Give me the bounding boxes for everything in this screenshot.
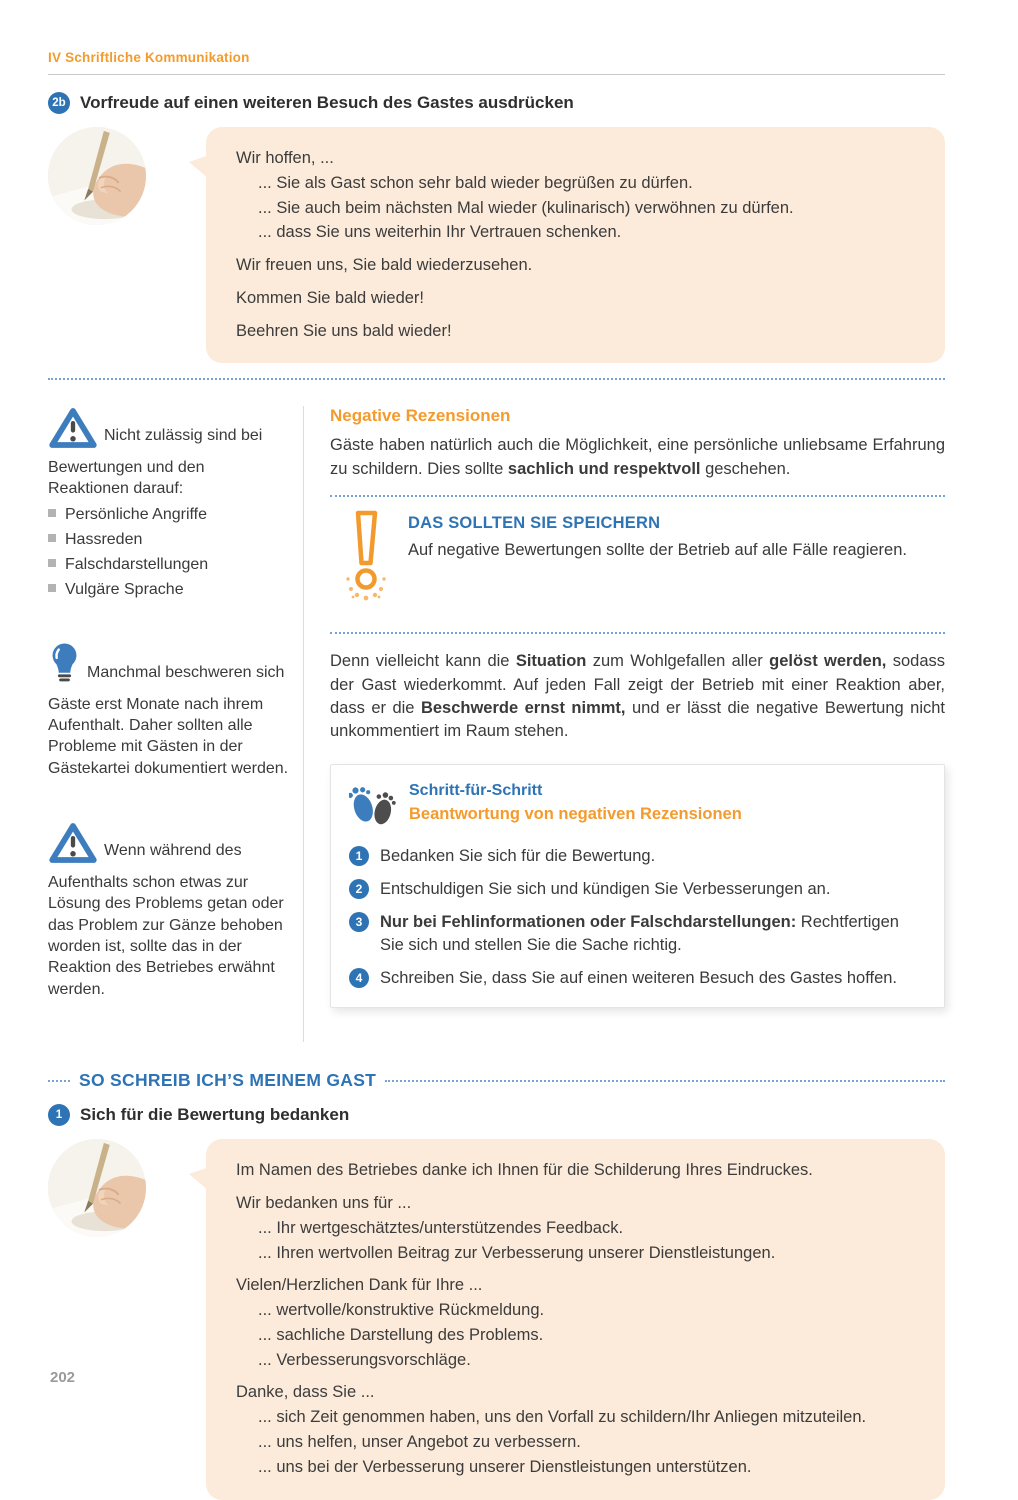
reaction-paragraph: Denn vielleicht kann die Situation zum Wohlgefallen aller gelöst werden, sodass der Gast wiederkommt. Auf jeden Fall zeigt der Betrieb mit einer Reaktion aber, dass er die Beschwerde ernst nimmt, und er lässt die negative Bewertung nicht unkommentiert im Raum stehen. <box>330 652 946 741</box>
section-title: Vorfreude auf einen weiteren Besuch des Gastes ausdrücken <box>80 93 574 112</box>
tip-text: Manchmal beschweren sich Gäste erst Monate nach ihrem Aufenthalt. Daher sollten alle Probleme mit Gästen in der Gästekartei dokumentiert werden. <box>48 664 289 777</box>
square-bullet-icon <box>48 534 56 542</box>
step-number-badge: 4 <box>349 968 369 988</box>
warning-text: Nicht zulässig sind bei Bewertungen und den Reaktionen darauf: <box>48 427 263 498</box>
warning-triangle-icon <box>48 821 98 871</box>
square-bullet-icon <box>48 584 56 592</box>
main-column <box>304 406 945 1042</box>
bubble-line: ... Verbesserungsvorschläge. <box>258 1350 471 1369</box>
step-item: 3 Nur bei Fehlinformationen oder Falschdarstellungen: Rechtfertigen Sie sich und stellen Sie die Sache richtig. <box>349 911 922 956</box>
bubble-line: Vielen/Herzlichen Dank für Ihre ... <box>236 1276 483 1295</box>
bubble-line: ... sachliche Darstellung des Problems. <box>258 1325 544 1344</box>
example-block-2b <box>48 127 945 363</box>
intro-paragraph: Gäste haben natürlich auch die Möglichkeit, eine persönliche unliebsame Erfahrung zu schildern. Dies sollte sachlich und respektvoll geschehen. <box>330 436 945 478</box>
step-by-step-box <box>330 764 945 1008</box>
header-rule <box>48 74 945 75</box>
bubble-line: ... wertvolle/konstruktive Rückmeldung. <box>258 1301 545 1320</box>
section-title: Sich für die Bewertung bedanken <box>80 1105 350 1125</box>
step-item: 2 Entschuldigen Sie sich und kündigen Sie Verbesserungen an. <box>349 878 922 900</box>
list-item: Hassreden <box>48 529 289 550</box>
bubble-line: Wir freuen uns, Sie bald wiederzusehen. <box>236 256 533 275</box>
hand-writing-photo <box>48 127 146 225</box>
exclamation-icon <box>344 509 388 608</box>
bubble-line: ... uns helfen, unser Angebot zu verbessern. <box>258 1433 581 1452</box>
list-item: Vulgäre Sprache <box>48 579 289 600</box>
bubble-line: ... Sie auch beim nächsten Mal wieder (kulinarisch) verwöhnen zu dürfen. <box>258 198 794 217</box>
warning-note-1 <box>48 406 289 600</box>
steps-title: Beantwortung von negativen Rezensionen <box>409 804 742 823</box>
section-2b-heading <box>48 92 945 114</box>
so-schreib-heading: SO SCHREIB ICH’S MEINEM GAST <box>48 1070 945 1091</box>
margin-column <box>48 406 304 1042</box>
chapter-breadcrumb: IV Schriftliche Kommunikation <box>48 50 250 65</box>
dotted-divider <box>48 378 945 380</box>
square-bullet-icon <box>48 559 56 567</box>
step-item: 4 Schreiben Sie, dass Sie auf einen weiteren Besuch des Gastes hoffen. <box>349 967 922 989</box>
bubble-line: ... Ihren wertvollen Beitrag zur Verbesserung unserer Dienstleistungen. <box>258 1243 776 1262</box>
speech-bubble <box>206 1139 945 1499</box>
page-number: 202 <box>50 1369 76 1386</box>
section-1-heading <box>48 1104 945 1126</box>
dotted-lead <box>48 1080 70 1082</box>
bubble-line: Beehren Sie uns bald wieder! <box>236 321 452 340</box>
bubble-line: Wir bedanken uns für ... <box>236 1194 412 1213</box>
dotted-divider <box>330 632 945 634</box>
square-bullet-icon <box>48 509 56 517</box>
bubble-line: ... Sie als Gast schon sehr bald wieder begrüßen zu dürfen. <box>258 173 693 192</box>
footprints-icon <box>349 781 397 834</box>
bubble-line: ... sich Zeit genommen haben, uns den Vorfall zu schildern/Ihr Anliegen mitzuteilen. <box>258 1408 867 1427</box>
not-allowed-list <box>48 504 289 600</box>
list-item: Falschdarstellungen <box>48 554 289 575</box>
step-item: 1 Bedanken Sie sich für die Bewertung. <box>349 845 922 867</box>
speech-bubble <box>206 127 945 363</box>
bubble-line: ... dass Sie uns weiterhin Ihr Vertrauen schenken. <box>258 223 622 242</box>
remember-title: DAS SOLLTEN SIE SPEICHERN <box>408 514 661 533</box>
example-block-1 <box>48 1139 945 1499</box>
step-number-badge: 1 <box>349 846 369 866</box>
warning-text: Wenn während des Aufenthalts schon etwas zur Lösung des Problems getan oder das Problem zur Gänze behoben worden ist, sollte das in der Reaktion des Betriebes erwähnt werden. <box>48 842 284 998</box>
list-item: Persönliche Angriffe <box>48 504 289 525</box>
step-number-badge: 2 <box>349 879 369 899</box>
dotted-trail <box>385 1080 945 1082</box>
bubble-line: Wir hoffen, ... <box>236 149 334 167</box>
bubble-line: ... Ihr wertgeschätztes/unterstützendes Feedback. <box>258 1218 624 1237</box>
bubble-line: Danke, dass Sie ... <box>236 1383 375 1402</box>
lightbulb-icon <box>48 642 81 693</box>
warning-note-2 <box>48 821 289 1000</box>
hand-writing-photo <box>48 1139 146 1237</box>
tip-note <box>48 642 289 779</box>
section-badge: 1 <box>48 1104 70 1126</box>
bubble-tail-icon <box>189 155 209 179</box>
bubble-tail-icon <box>189 1167 209 1191</box>
warning-triangle-icon <box>48 406 98 456</box>
bubble-line: Kommen Sie bald wieder! <box>236 288 425 307</box>
section-badge: 2b <box>48 92 70 114</box>
bubble-line: Im Namen des Betriebes danke ich Ihnen für die Schilderung Ihres Eindruckes. <box>236 1161 813 1180</box>
remember-text: Auf negative Bewertungen sollte der Betrieb auf alle Fälle reagieren. <box>408 541 907 560</box>
bubble-line: ... uns bei der Verbesserung unserer Dienstleistungen unterstützen. <box>258 1457 752 1476</box>
remember-box <box>330 497 945 618</box>
step-number-badge: 3 <box>349 912 369 932</box>
subsection-heading: Negative Rezensionen <box>330 406 511 426</box>
steps-kicker: Schritt-für-Schritt <box>409 781 543 799</box>
